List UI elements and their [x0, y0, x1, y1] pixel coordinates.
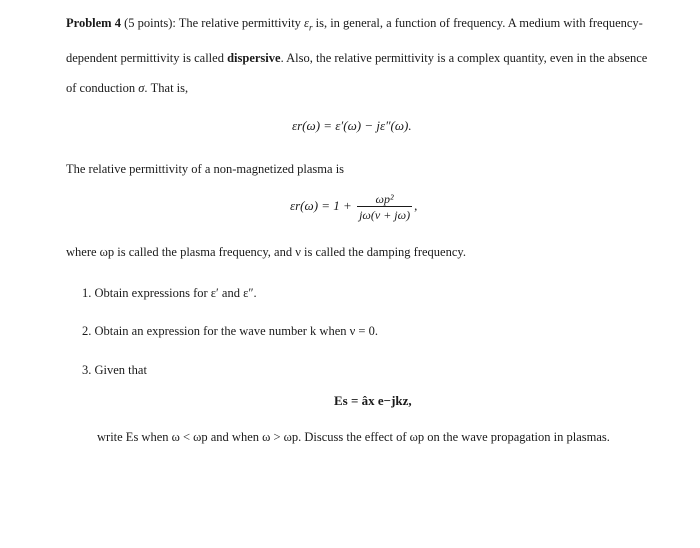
list-item: [82, 286, 257, 301]
item-3-text: Given that: [94, 363, 147, 377]
where-paragraph: [66, 237, 656, 267]
item-1-number: 1.: [82, 286, 92, 300]
eq2-lhs: εr(ω) = 1 +: [290, 197, 352, 213]
problem-heading: Problem 4: [66, 16, 121, 30]
equation-wave: [334, 393, 412, 409]
eq3-text: Es = âx e−jkz,: [334, 393, 412, 408]
item-2-text: Obtain an expression for the wave number k when ν = 0.: [94, 324, 378, 338]
keyword-dispersive: dispersive: [227, 50, 281, 65]
eq1-text: εr(ω) = ε′(ω) − jε″(ω).: [292, 118, 412, 133]
eq2-denominator: jω(ν + jω): [359, 208, 411, 222]
equation-complex-permittivity: [292, 118, 412, 134]
eq2-fraction: [357, 192, 412, 222]
eq2-tail: ,: [414, 197, 418, 213]
list-item: [82, 324, 378, 339]
intro-text-1: : The relative permittivity: [172, 16, 305, 30]
equation-plasma-permittivity: [290, 192, 417, 222]
epsilon-r-symbol: $\varepsilon_r$: [304, 16, 313, 33]
item-1-text: Obtain expressions for ε′ and ε″.: [94, 286, 257, 300]
intro-text-3: . Also, the relative permittivity is a complex quantity, even in the absence of conduction: [66, 50, 648, 95]
final-text: write Es when ω < ωp and when ω > ωp. Discuss the effect of ωp on the wave propagation in plasmas.: [97, 430, 610, 444]
intro-text-4: . That is,: [144, 80, 189, 95]
item-2-number: 2.: [82, 324, 92, 338]
sigma-symbol: σ: [138, 80, 145, 95]
final-instruction: [97, 430, 610, 445]
item-3-number: 3.: [82, 363, 92, 377]
plasma-intro-text: The relative permittivity of a non-magnetized plasma is: [66, 162, 345, 176]
where-text: where ωp is called the plasma frequency, and ν is called the damping frequency.: [66, 245, 466, 259]
plasma-intro-paragraph: [66, 154, 656, 184]
problem-intro-paragraph: [66, 8, 656, 103]
intro-text-2: is, in general, a function of frequency. A medium with frequency-dependent permittivity is called: [66, 16, 643, 65]
eq2-numerator: ωp²: [375, 192, 394, 206]
problem-points: (5 points): [124, 16, 173, 30]
list-item: [82, 363, 147, 378]
